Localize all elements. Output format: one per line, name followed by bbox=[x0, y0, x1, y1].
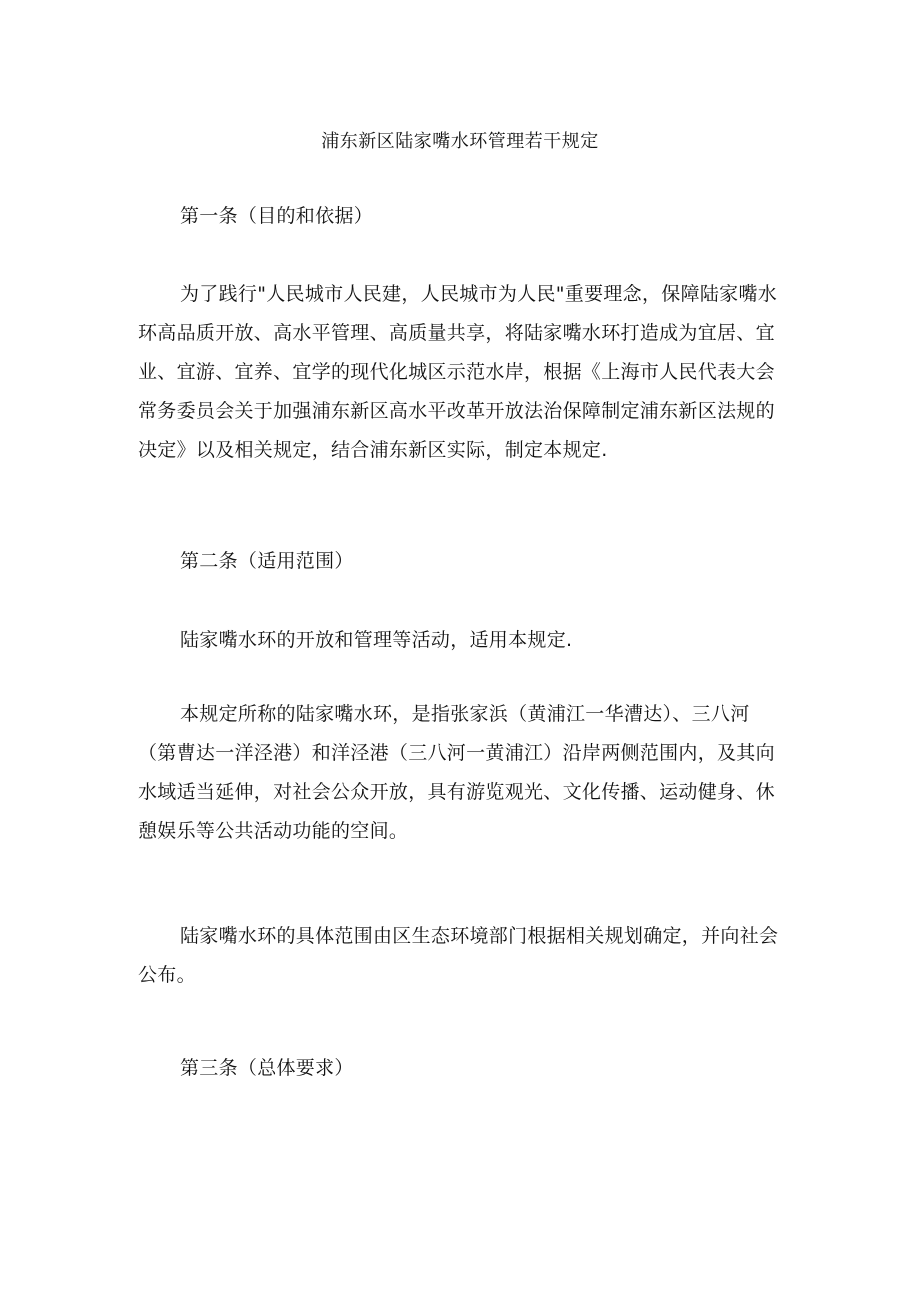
article-2-paragraph-1: 陆家嘴水环的开放和管理等活动，适用本规定. bbox=[180, 629, 573, 651]
article-1-heading: 第一条（目的和依据） bbox=[180, 205, 374, 227]
document-title: 浦东新区陆家嘴水环管理若干规定 bbox=[321, 131, 599, 152]
article-1-paragraph-1: 为了践行"人民城市人民建，人民城市为人民"重要理念，保障陆家嘴水环高品质开放、高水平管理、高质量共享，将陆家嘴水环打造成为宜居、宜业、宜游、宜养、宜学的现代化城区示范水岸，根据《上海市人民代表大会常务委员会关于加强浦东新区高水平改革开放法治保障制定浦东新区法规的决定》以及相关规定，结合浦东新区实际，制定本规定. bbox=[138, 283, 778, 461]
article-2-heading: 第二条（适用范围） bbox=[180, 550, 354, 572]
article-3-heading: 第三条（总体要求） bbox=[180, 1057, 354, 1079]
article-2-paragraph-2: 本规定所称的陆家嘴水环，是指张家浜（黄浦江一华漕达）、三八河（第曹达一洋泾港）和洋泾港（三八河一黄浦江）沿岸两侧范围内，及其向水域适当延伸，对社会公众开放，具有游览观光、文化传播、运动健身、休憩娱乐等公共活动功能的空间。 bbox=[138, 703, 775, 842]
article-2-paragraph-3: 陆家嘴水环的具体范围由区生态环境部门根据相关规划确定，并向社会公布。 bbox=[138, 925, 779, 986]
